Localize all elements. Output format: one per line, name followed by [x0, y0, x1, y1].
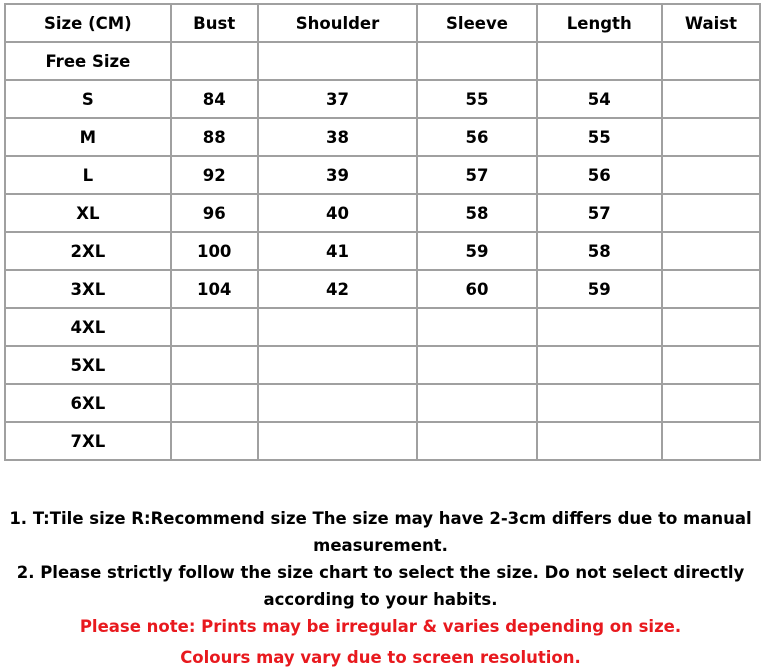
note-1: 1. T:Tile size R:Recommend size The size may have 2-3cm differs due to manual measurement.: [9, 509, 752, 555]
cell-shoulder: [258, 422, 418, 460]
cell-bust: 100: [171, 232, 258, 270]
cell-length: [537, 346, 662, 384]
cell-bust: 92: [171, 156, 258, 194]
cell-bust: [171, 308, 258, 346]
cell-bust: 84: [171, 80, 258, 118]
cell-sleeve: [417, 346, 536, 384]
table-row: [5, 156, 760, 194]
table-row: [5, 308, 760, 346]
cell-sleeve: [417, 422, 536, 460]
cell-length: 57: [537, 194, 662, 232]
note-2: 2. Please strictly follow the size chart to select the size. Do not select directly according to your habits.: [16, 563, 745, 609]
cell-size: 5XL: [5, 346, 171, 384]
cell-size: M: [5, 118, 171, 156]
cell-shoulder: 37: [258, 80, 418, 118]
cell-shoulder: [258, 42, 418, 80]
warning-colours: Colours may vary due to screen resolution.: [180, 648, 581, 667]
cell-length: [537, 384, 662, 422]
header-waist: Waist: [662, 4, 760, 42]
cell-size: 3XL: [5, 270, 171, 308]
table-row: [5, 80, 760, 118]
header-length: Length: [537, 4, 662, 42]
cell-length: [537, 42, 662, 80]
cell-waist: [662, 194, 760, 232]
cell-shoulder: 38: [258, 118, 418, 156]
table-row: [5, 118, 760, 156]
cell-size: 7XL: [5, 422, 171, 460]
warning-prints: Please note: Prints may be irregular & varies depending on size.: [79, 617, 682, 636]
header-bust: Bust: [171, 4, 258, 42]
table-row: [5, 422, 760, 460]
cell-size: XL: [5, 194, 171, 232]
cell-size: 6XL: [5, 384, 171, 422]
table-row: [5, 384, 760, 422]
cell-length: 59: [537, 270, 662, 308]
cell-sleeve: 56: [417, 118, 536, 156]
cell-sleeve: [417, 384, 536, 422]
table-header-row: [5, 4, 760, 42]
cell-length: 55: [537, 118, 662, 156]
cell-shoulder: 40: [258, 194, 418, 232]
size-chart: [4, 3, 761, 461]
cell-waist: [662, 118, 760, 156]
cell-sleeve: 57: [417, 156, 536, 194]
cell-bust: 96: [171, 194, 258, 232]
cell-size: 2XL: [5, 232, 171, 270]
cell-waist: [662, 156, 760, 194]
table-row: [5, 42, 760, 80]
cell-waist: [662, 384, 760, 422]
table-row: [5, 346, 760, 384]
cell-length: [537, 422, 662, 460]
cell-length: [537, 308, 662, 346]
table-row: [5, 270, 760, 308]
cell-sleeve: [417, 42, 536, 80]
header-sleeve: Sleeve: [417, 4, 536, 42]
size-table: [4, 3, 761, 461]
cell-shoulder: 39: [258, 156, 418, 194]
table-body: [5, 42, 760, 460]
cell-bust: [171, 42, 258, 80]
cell-size: L: [5, 156, 171, 194]
header-shoulder: Shoulder: [258, 4, 418, 42]
header-size: Size (CM): [5, 4, 171, 42]
cell-sleeve: [417, 308, 536, 346]
cell-length: 54: [537, 80, 662, 118]
cell-shoulder: 41: [258, 232, 418, 270]
cell-sleeve: 55: [417, 80, 536, 118]
cell-size: Free Size: [5, 42, 171, 80]
cell-sleeve: 60: [417, 270, 536, 308]
cell-bust: [171, 346, 258, 384]
cell-size: S: [5, 80, 171, 118]
cell-shoulder: 42: [258, 270, 418, 308]
cell-waist: [662, 308, 760, 346]
cell-bust: [171, 422, 258, 460]
table-row: [5, 232, 760, 270]
cell-bust: 104: [171, 270, 258, 308]
cell-shoulder: [258, 308, 418, 346]
cell-sleeve: 58: [417, 194, 536, 232]
cell-waist: [662, 42, 760, 80]
cell-waist: [662, 270, 760, 308]
cell-length: 58: [537, 232, 662, 270]
cell-sleeve: 59: [417, 232, 536, 270]
cell-waist: [662, 422, 760, 460]
cell-shoulder: [258, 384, 418, 422]
cell-waist: [662, 346, 760, 384]
cell-waist: [662, 80, 760, 118]
cell-waist: [662, 232, 760, 270]
cell-bust: [171, 384, 258, 422]
table-row: [5, 194, 760, 232]
cell-bust: 88: [171, 118, 258, 156]
cell-length: 56: [537, 156, 662, 194]
cell-shoulder: [258, 346, 418, 384]
cell-size: 4XL: [5, 308, 171, 346]
notes-section: [0, 505, 761, 640]
